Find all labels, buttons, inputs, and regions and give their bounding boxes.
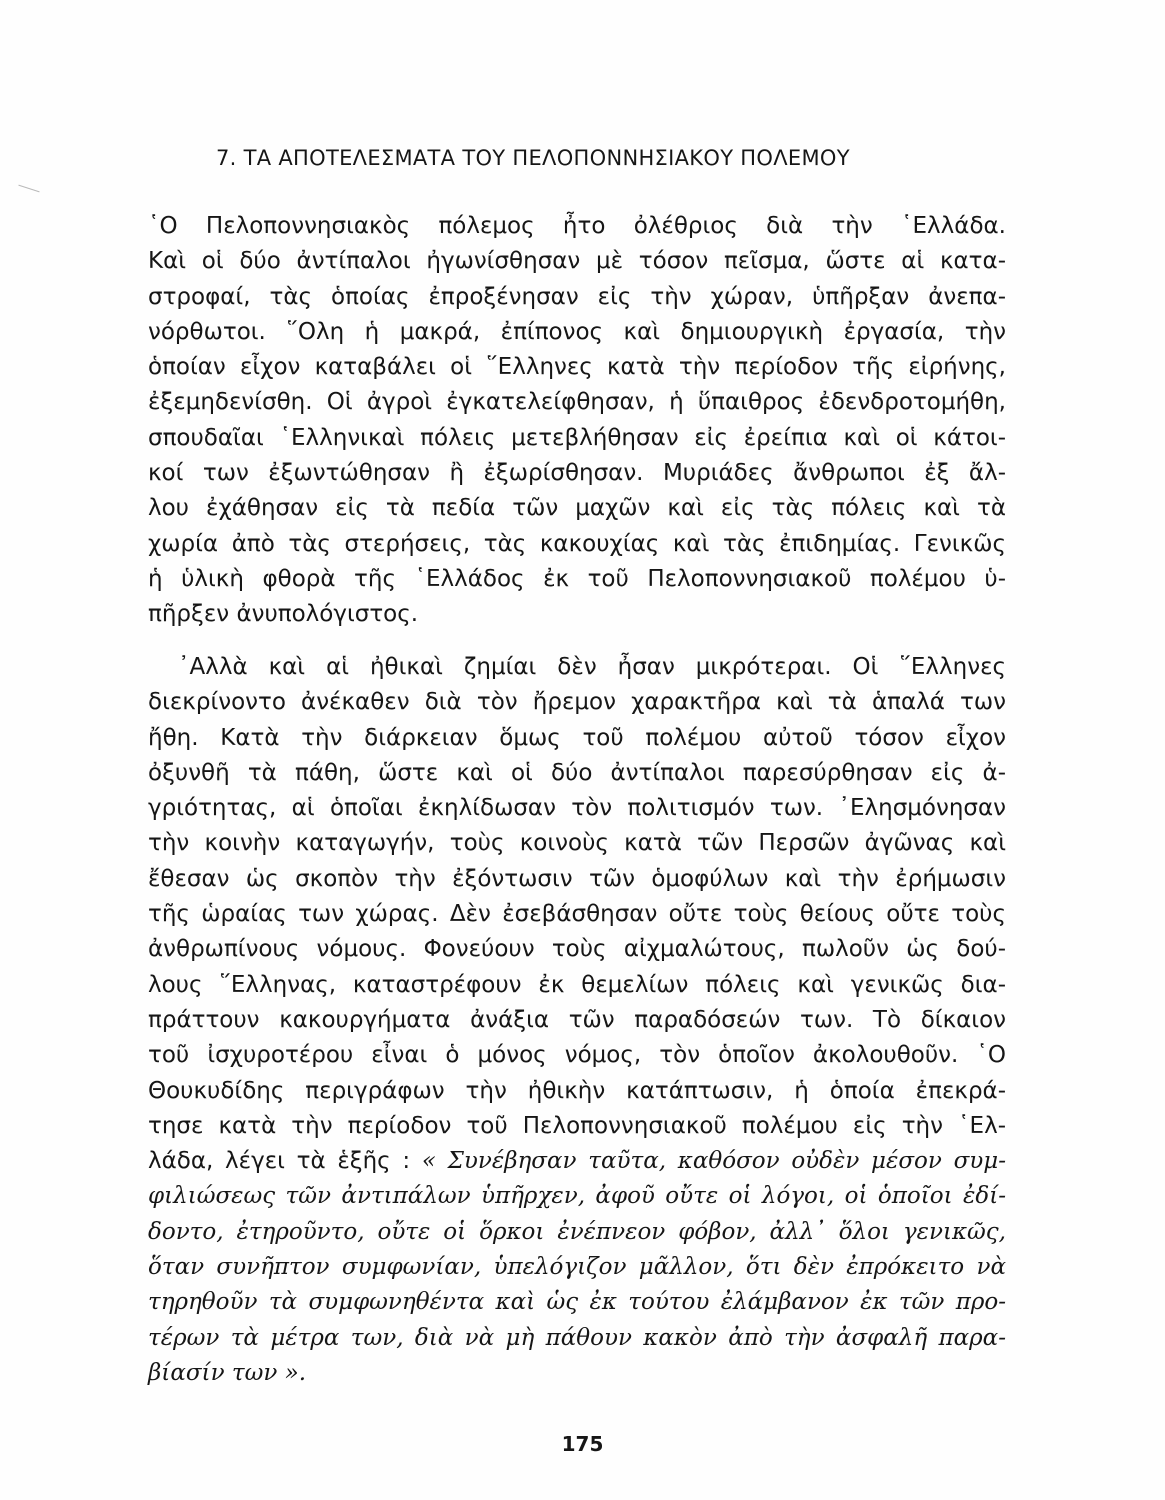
text-line: ἔθεσαν ὡς σκοπὸν τὴν ἐξόντωσιν τῶν ὁμοφύλων καὶ τὴν ἐρήμωσιν (148, 865, 1006, 892)
text-line: στροφαί, τὰς ὁποίας ἐπροξένησαν εἰς τὴν χώραν, ὑπῆρξαν ἀνεπα- (148, 283, 1006, 310)
paragraph-1 (148, 209, 1006, 633)
text-line: ἀνθρωπίνους νόμους. Φονεύουν τοὺς αἰχμαλώτους, πωλοῦν ὡς δού- (148, 936, 1006, 963)
text-line: ὀξυνθῆ τὰ πάθη, ὥστε καὶ οἱ δύο ἀντίπαλοι παρεσύρθησαν εἰς ἀ- (148, 759, 1006, 786)
text-line: λου ἐχάθησαν εἰς τὰ πεδία τῶν μαχῶν καὶ εἰς τὰς πόλεις καὶ τὰ (148, 495, 1006, 522)
text-line: διεκρίνοντο ἀνέκαθεν διὰ τὸν ἤρεμον χαρακτῆρα καὶ τὰ ἁπαλά των (148, 689, 1006, 716)
text-line: τῆς ὡραίας των χώρας. Δὲν ἐσεβάσθησαν οὔτε τοὺς θείους οὔτε τοὺς (148, 901, 1006, 928)
text-line: τὴν κοινὴν καταγωγήν, τοὺς κοινοὺς κατὰ τῶν Περσῶν ἀγῶνας καὶ (148, 830, 1006, 857)
text-line: Καὶ οἱ δύο ἀντίπαλοι ἠγωνίσθησαν μὲ τόσον πεῖσμα, ὥστε αἱ κατα- (148, 248, 1006, 275)
text-line: γριότητας, αἱ ὁποῖαι ἐκηλίδωσαν τὸν πολιτισμόν των. ᾿Ελησμόνησαν (148, 795, 1006, 822)
quote-line: δοντο, ἐτηροῦντο, οὔτε οἱ ὅρκοι ἐνέπνεον φόβον, ἀλλ᾿ ὅλοι γενικῶς, (148, 1218, 1006, 1245)
quote-text: « Συνέβησαν ταῦτα, καθόσον οὐδὲν μέσον συμ- (421, 1148, 1006, 1175)
quote-start-line (148, 1144, 1006, 1179)
text-line: ἤθη. Κατὰ τὴν διάρκειαν ὅμως τοῦ πολέμου αὐτοῦ τόσον εἶχον (148, 724, 1006, 751)
quote-line: βίασίν των ». (148, 1359, 307, 1386)
text-line: πράττουν κακουργήματα ἀνάξια τῶν παραδόσεών των. Τὸ δίκαιον (148, 1006, 1006, 1033)
section-title: 7. ΤΑ ΑΠΟΤΕΛΕΣΜΑΤΑ ΤΟΥ ΠΕΛΟΠΟΝΝΗΣΙΑΚΟΥ ΠΟΛΕΜΟΥ (216, 146, 850, 170)
text-line: Θουκυδίδης περιγράφων τὴν ἠθικὴν κατάπτωσιν, ἡ ὁποία ἐπεκρά- (148, 1077, 1006, 1104)
text-line: τοῦ ἰσχυροτέρου εἶναι ὁ μόνος νόμος, τὸν ὁποῖον ἀκολουθοῦν. ῾Ο (148, 1042, 1006, 1069)
quote-line: φιλιώσεως τῶν ἀντιπάλων ὑπῆρχεν, ἀφοῦ οὔτε οἱ λόγοι, οἱ ὁποῖοι ἐδί- (148, 1183, 1006, 1210)
text-line: σπουδαῖαι ῾Ελληνικαὶ πόλεις μετεβλήθησαν εἰς ἐρείπια καὶ οἱ κάτοι- (148, 424, 1006, 451)
quote-line: ὅταν συνῆπτον συμφωνίαν, ὑπελόγιζον μᾶλλον, ὅτι δὲν ἐπρόκειτο νὰ (148, 1254, 1006, 1281)
text-line: ὁποίαν εἶχον καταβάλει οἱ ῞Ελληνες κατὰ τὴν περίοδον τῆς εἰρήνης, (148, 354, 1006, 381)
quote-line: τέρων τὰ μέτρα των, διὰ νὰ μὴ πάθουν κακὸν ἀπὸ τὴν ἀσφαλῆ παρα- (148, 1324, 1006, 1351)
text-line: ῾Ο Πελοποννησιακὸς πόλεμος ἦτο ὀλέθριος διὰ τὴν ῾Ελλάδα. (148, 213, 1006, 239)
text-line: ἐξεμηδενίσθη. Οἱ ἀγροὶ ἐγκατελείφθησαν, ἡ ὕπαιθρος ἐδενδροτομήθη, (148, 389, 1006, 416)
text-line: ᾿Αλλὰ καὶ αἱ ἠθικαὶ ζημίαι δὲν ἦσαν μικρότεραι. Οἱ ῞Ελληνες (178, 654, 1006, 680)
page-number: 175 (561, 1432, 604, 1456)
text-line: νόρθωτοι. ῞Ολη ἡ μακρά, ἐπίπονος καὶ δημιουργικὴ ἐργασία, τὴν (148, 318, 1006, 345)
quote-line: τηρηθοῦν τὰ συμφωνηθέντα καὶ ὡς ἐκ τούτου ἐλάμβανον ἐκ τῶν προ- (148, 1289, 1006, 1316)
text-line: λους ῞Ελληνας, καταστρέφουν ἐκ θεμελίων πόλεις καὶ γενικῶς δια- (148, 971, 1006, 998)
text-line: πῆρξεν ἀνυπολόγιστος. (148, 601, 419, 628)
text-line: τησε κατὰ τὴν περίοδον τοῦ Πελοποννησιακοῦ πολέμου εἰς τὴν ῾Ελ- (148, 1112, 1006, 1139)
text-line: ἡ ὑλικὴ φθορὰ τῆς ῾Ελλάδος ἐκ τοῦ Πελοποννησιακοῦ πολέμου ὑ- (148, 565, 1006, 592)
paragraph-2 (148, 650, 1006, 1391)
page-edge-mark (18, 185, 39, 193)
text-line: κοί των ἐξωντώθησαν ἢ ἐξωρίσθησαν. Μυριάδες ἄνθρωποι ἐξ ἄλ- (148, 460, 1006, 487)
text-line: χωρία ἀπὸ τὰς στερήσεις, τὰς κακουχίας καὶ τὰς ἐπιδημίας. Γενικῶς (148, 530, 1006, 557)
quote-intro: λάδα, λέγει τὰ ἑξῆς : (148, 1148, 411, 1175)
